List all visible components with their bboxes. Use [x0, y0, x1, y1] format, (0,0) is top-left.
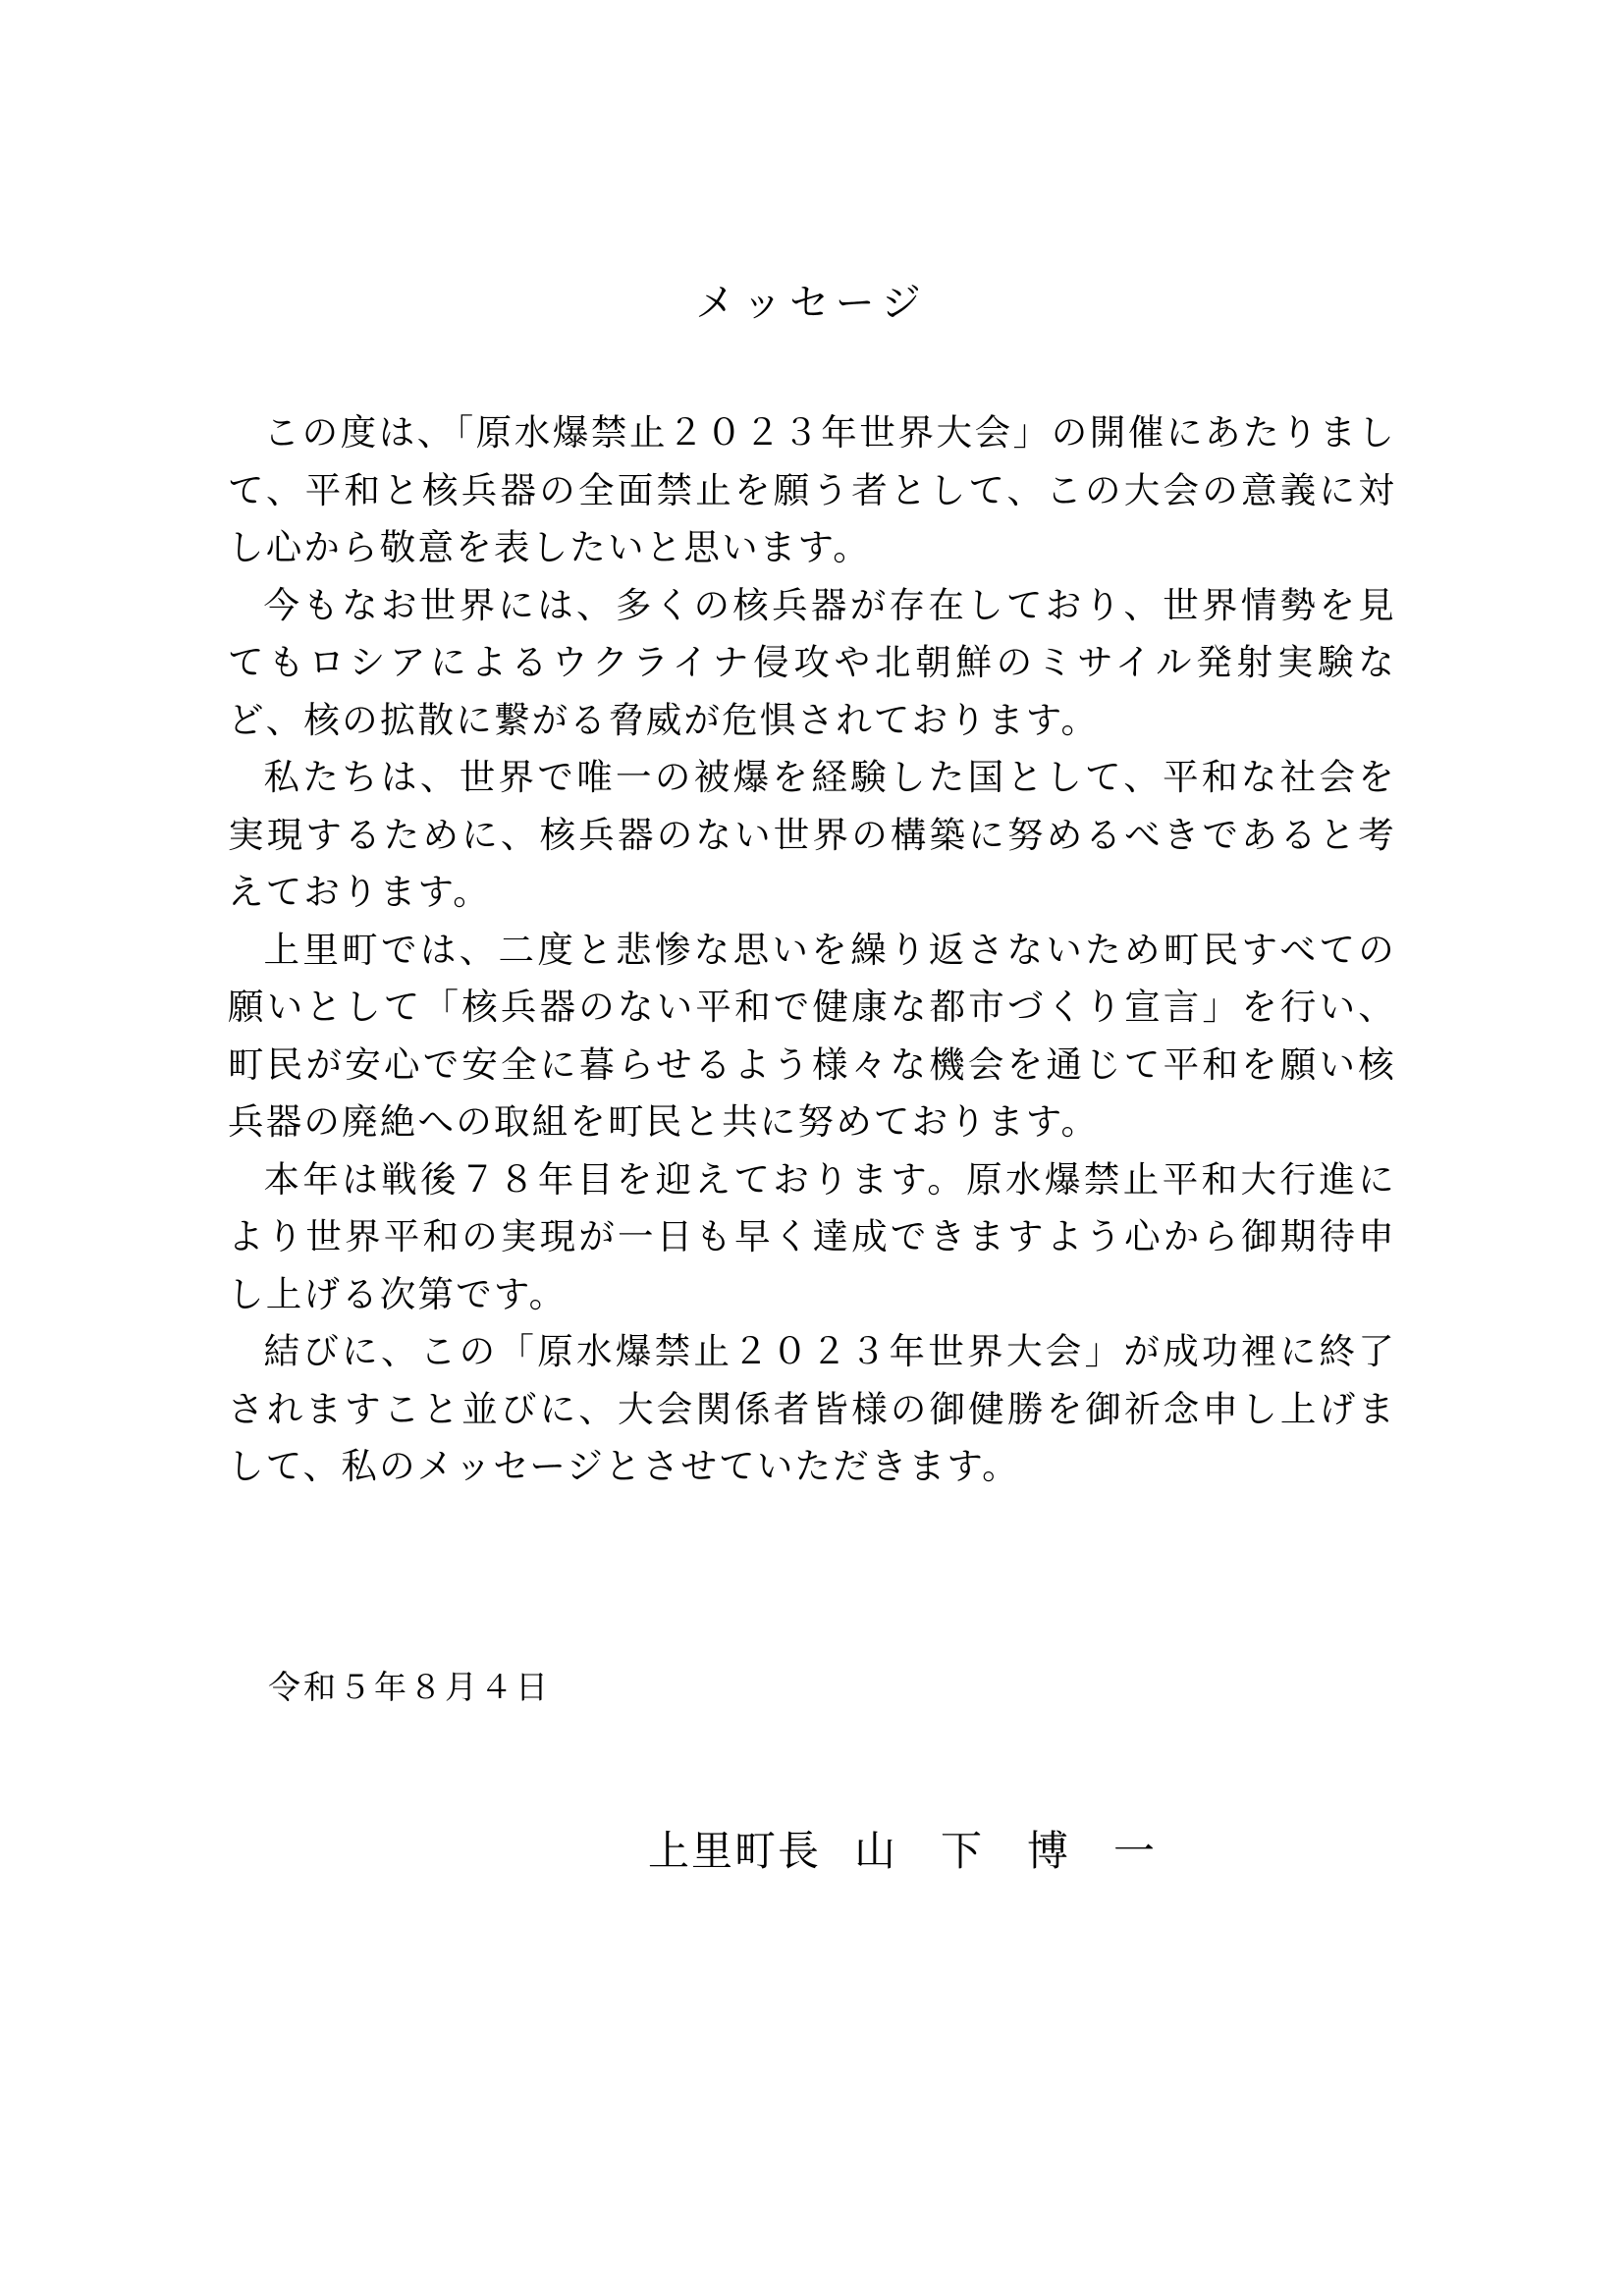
message-body	[228, 404, 1396, 1496]
paragraph-2: 今もなお世界には、多くの核兵器が存在しており、世界情勢を見てもロシアによるウクライナ侵攻や北朝鮮のミサイル発射実験など、核の拡散に繋がる脅威が危惧されております。	[228, 583, 1396, 741]
document-title: メッセージ	[695, 281, 929, 326]
paragraph-5: 本年は戦後７８年目を迎えております。原水爆禁止平和大行進により世界平和の実現が一日も早く達成できますよう心から御期待申し上げる次第です。	[228, 1157, 1396, 1315]
signature-block	[648, 1824, 1200, 1879]
signature-name: 山下博一	[854, 1827, 1201, 1875]
paragraph-3: 私たちは、世界で唯一の被爆を経験した国として、平和な社会を実現するために、核兵器のない世界の構築に努めるべきであると考えております。	[228, 756, 1396, 913]
paragraph-4: 上里町では、二度と悲惨な思いを繰り返さないため町民すべての願いとして「核兵器のない平和で健康な都市づくり宣言」を行い、町民が安心で安全に暮らせるよう様々な機会を通じて平和を願い核兵器の廃絶への取組を町民と共に努めております。	[228, 928, 1396, 1143]
paragraph-6: 結びに、この「原水爆禁止２０２３年世界大会」が成功裡に終了されますこと並びに、大会関係者皆様の御健勝を御祈念申し上げまして、私のメッセージとさせていただきます。	[228, 1330, 1396, 1487]
paragraph-1: この度は、「原水爆禁止２０２３年世界大会」の開催にあたりまして、平和と核兵器の全面禁止を願う者として、この大会の意義に対し心から敬意を表したいと思います。	[228, 411, 1396, 568]
document-date: 令和５年８月４日	[268, 1668, 551, 1706]
signature-title: 上里町長	[648, 1827, 822, 1875]
